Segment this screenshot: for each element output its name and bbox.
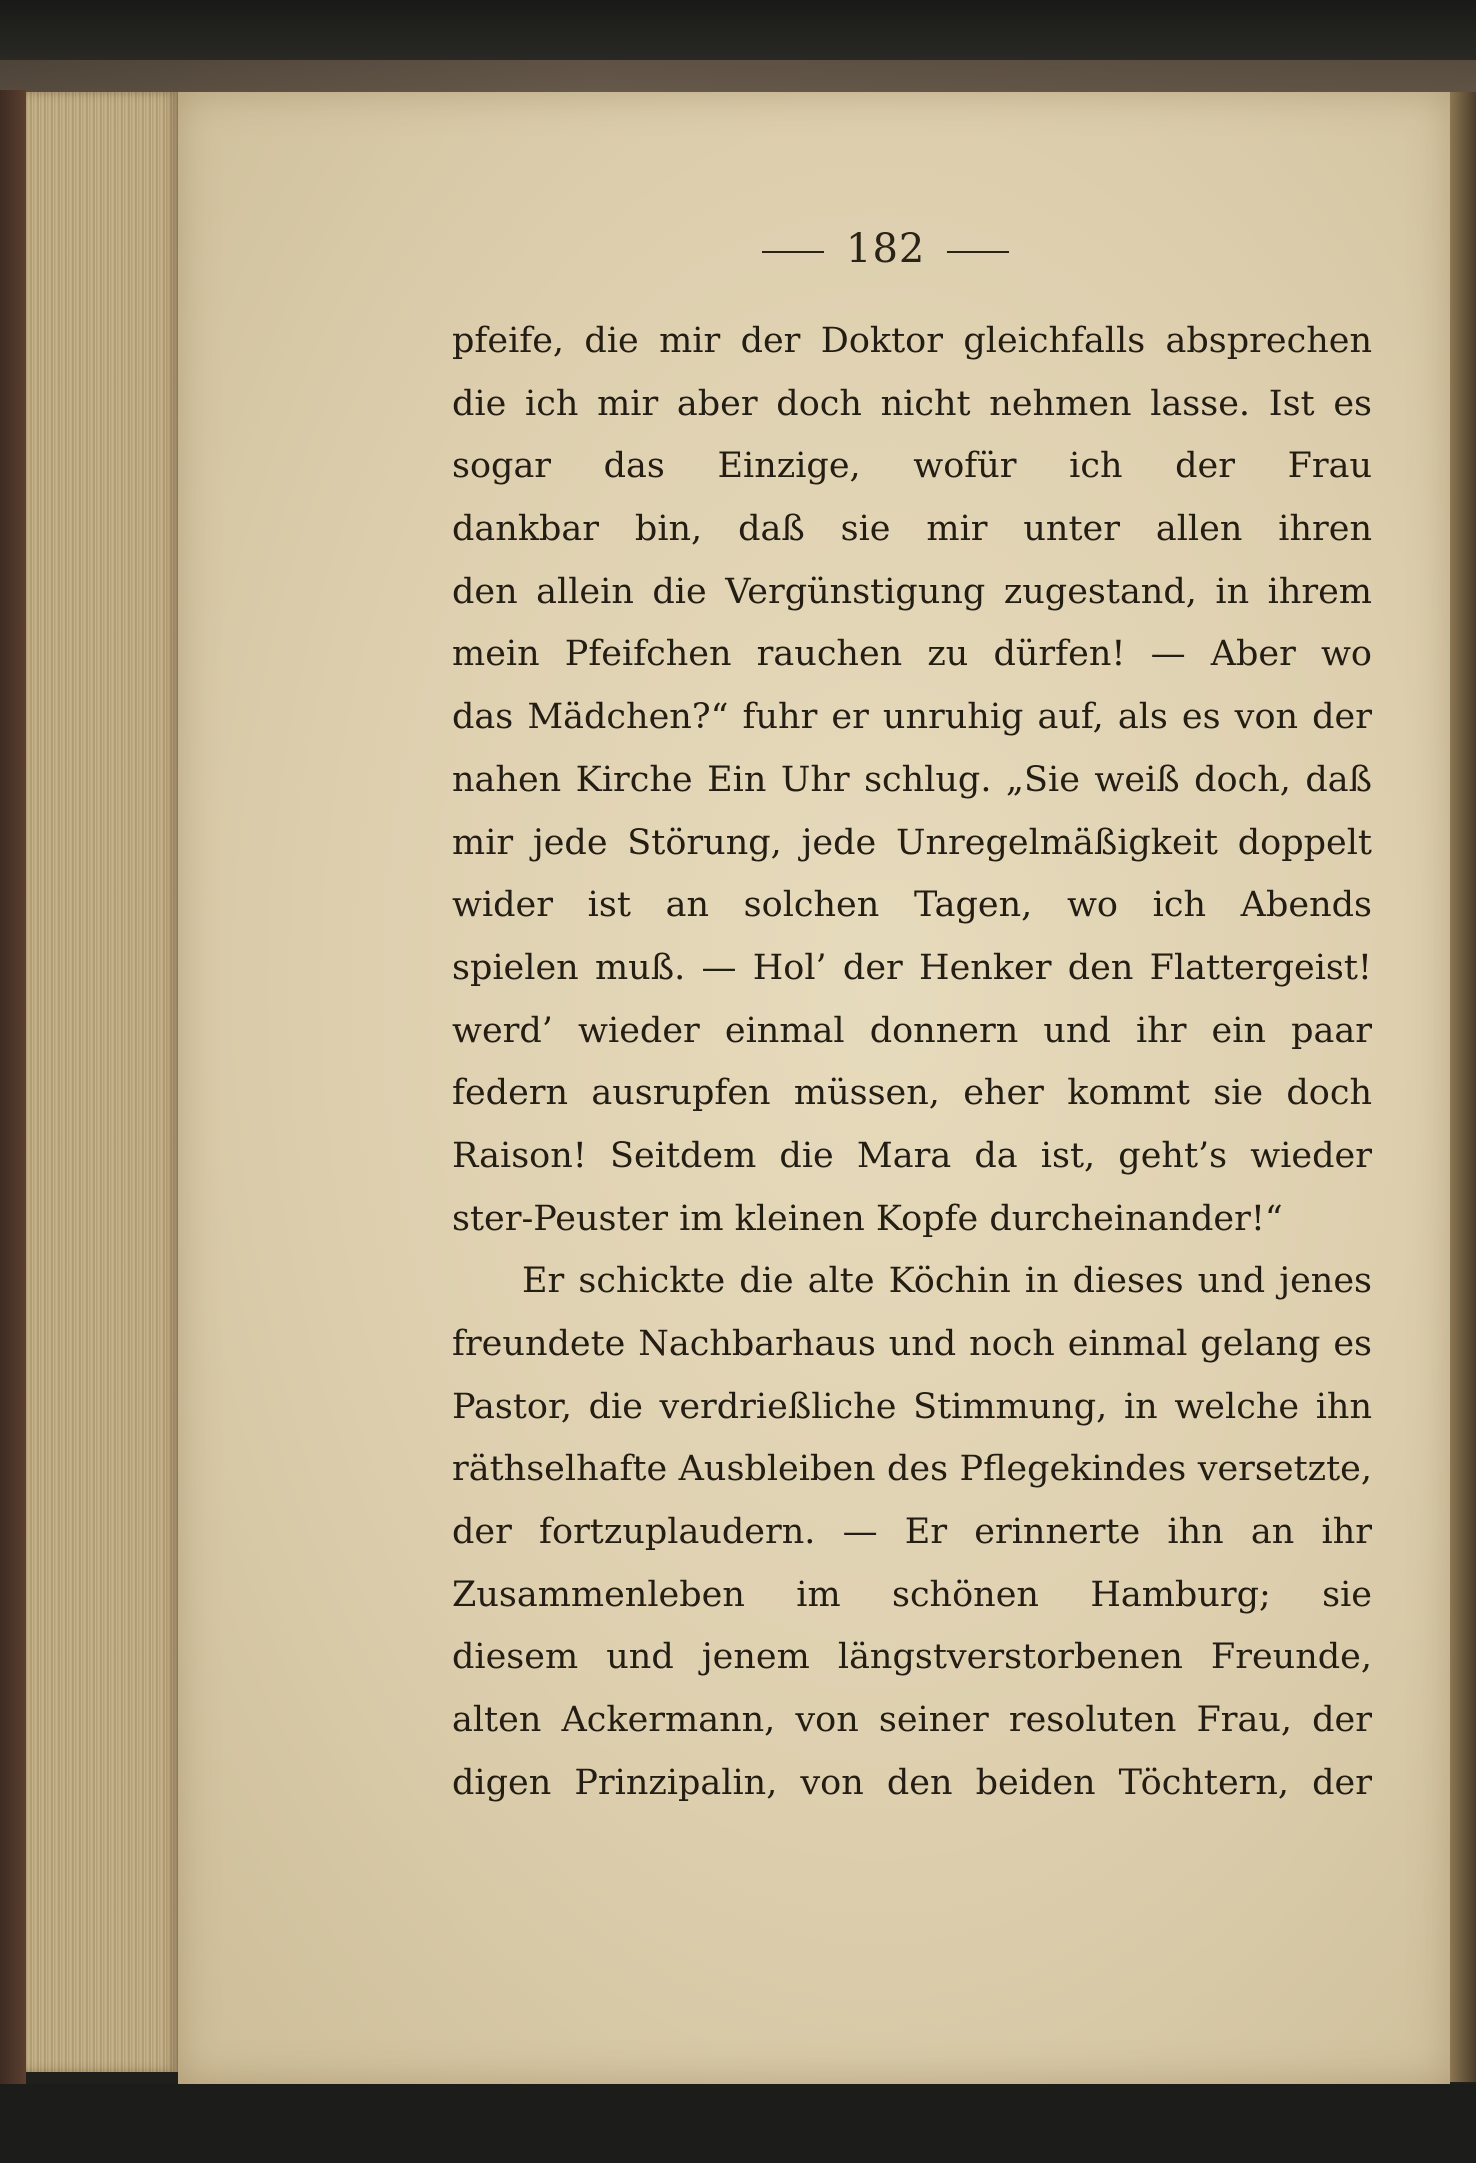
text-line: ster-Peuster im kleinen Kopfe durcheinander!“: [452, 1198, 1283, 1239]
text-line: die ich mir aber doch nicht nehmen lasse. Ist es: [452, 383, 1372, 424]
text-line: freundete Nachbarhaus und noch einmal gelang es: [452, 1324, 1372, 1364]
text-line: Raison! Seitdem die Mara da ist, geht’s wieder: [452, 1135, 1372, 1176]
page-right-edge: [1450, 92, 1476, 2082]
text-line: Pastor, die verdrießliche Stimmung, in welche ihn: [452, 1386, 1372, 1427]
book-spine: [0, 90, 26, 2085]
text-line: pfeife, die mir der Doktor gleichfalls absprechen: [452, 321, 1372, 361]
text-line: digen Prinzipalin, von den beiden Töchtern, der: [452, 1762, 1372, 1803]
text-line: den allein die Vergünstigung zugestand, in ihrem: [452, 571, 1372, 612]
text-line: wider ist an solchen Tagen, wo ich Abends: [452, 885, 1372, 926]
text-line: spielen muß. — Hol’ der Henker den Flattergeist!: [452, 947, 1372, 988]
text-line: diesem und jenem längstverstorbenen Freunde,: [452, 1637, 1372, 1678]
page-number-header: [740, 226, 1040, 272]
text-line: alten Ackermann, von seiner resoluten Frau, der: [452, 1700, 1372, 1741]
text-line: der fortzuplaudern. — Er erinnerte ihn an ihr: [452, 1512, 1372, 1553]
text-line: werd’ wieder einmal donnern und ihr ein paar: [452, 1010, 1372, 1051]
page-body-text: [452, 310, 1372, 1815]
text-line: dankbar bin, daß sie mir unter allen ihren: [452, 509, 1372, 550]
page-number: 182: [846, 226, 926, 272]
text-line: mein Pfeifchen rauchen zu dürfen! — Aber wo: [452, 634, 1372, 675]
text-line: Zusammenleben im schönen Hamburg; sie: [452, 1574, 1372, 1615]
scan-bottom-border: [0, 2084, 1476, 2163]
text-line: Er schickte die alte Köchin in dieses und jenes: [522, 1261, 1372, 1302]
text-line: nahen Kirche Ein Uhr schlug. „Sie weiß doch, daß: [452, 759, 1372, 800]
left-rule: [762, 251, 824, 253]
text-line: das Mädchen?“ fuhr er unruhig auf, als es von der: [452, 697, 1372, 738]
text-line: federn ausrupfen müssen, eher kommt sie doch: [452, 1073, 1372, 1114]
right-rule: [947, 251, 1009, 253]
page-edges-stack: [26, 92, 178, 2072]
text-line: mir jede Störung, jede Unregelmäßigkeit doppelt: [452, 822, 1372, 863]
text-line: sogar das Einzige, wofür ich der Frau: [452, 446, 1372, 487]
text-line: räthselhafte Ausbleiben des Pflegekindes versetzte,: [452, 1449, 1372, 1490]
book-top-edge: [0, 60, 1476, 94]
